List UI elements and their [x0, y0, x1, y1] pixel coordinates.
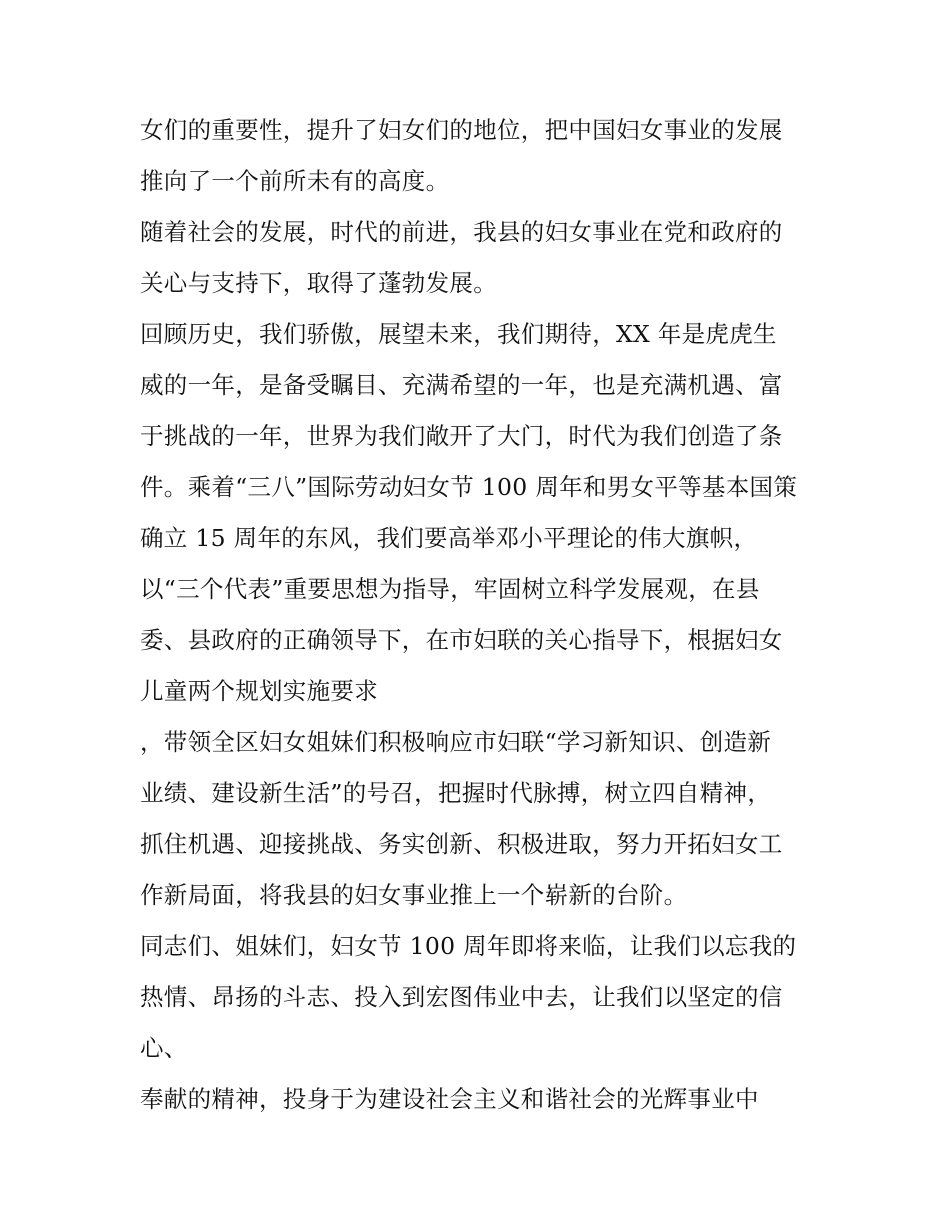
text-line: 关心与支持下，取得了蓬勃发展。 — [140, 269, 497, 297]
text-line: 威的一年，是备受瞩目、充满希望的一年，也是充满机遇、富 — [140, 371, 783, 399]
text-line: 推向了一个前所未有的高度。 — [140, 167, 450, 195]
text-line: 回顾历史，我们骄傲，展望未来，我们期待，XX 年是虎虎生 — [140, 320, 777, 348]
text-line: 热情、昂扬的斗志、投入到宏图伟业中去，让我们以坚定的信 — [140, 983, 783, 1011]
text-line: 以“三个代表”重要思想为指导，牢固树立科学发展观，在县 — [140, 575, 760, 603]
text-line: 随着社会的发展，时代的前进，我县的妇女事业在党和政府的 — [140, 218, 783, 246]
text-line: 女们的重要性，提升了妇女们的地位，把中国妇女事业的发展 — [140, 116, 783, 144]
text-line: 作新局面，将我县的妇女事业推上一个崭新的台阶。 — [140, 881, 688, 909]
text-line: 件。乘着“三八”国际劳动妇女节 100 周年和男女平等基本国策 — [140, 473, 798, 501]
text-line: 心、 — [140, 1034, 188, 1062]
document-body — [140, 105, 820, 1125]
text-line: 抓住机遇、迎接挑战、务实创新、积极进取，努力开拓妇女工 — [140, 830, 783, 858]
text-line: 委、县政府的正确领导下，在市妇联的关心指导下，根据妇女 — [140, 626, 783, 654]
text-line: 业绩、建设新生活”的号召，把握时代脉搏，树立四自精神， — [140, 779, 772, 807]
text-line: ，带领全区妇女姐妹们积极响应市妇联“学习新知识、创造新 — [140, 728, 772, 756]
text-line: 儿童两个规划实施要求 — [140, 677, 378, 705]
text-line: 同志们、姐妹们，妇女节 100 周年即将来临，让我们以忘我的 — [140, 932, 797, 960]
text-line: 确立 15 周年的东风，我们要高举邓小平理论的伟大旗帜， — [140, 524, 758, 552]
text-line: 于挑战的一年，世界为我们敞开了大门，时代为我们创造了条 — [140, 422, 783, 450]
text-line: 奉献的精神，投身于为建设社会主义和谐社会的光辉事业中 — [140, 1085, 759, 1113]
